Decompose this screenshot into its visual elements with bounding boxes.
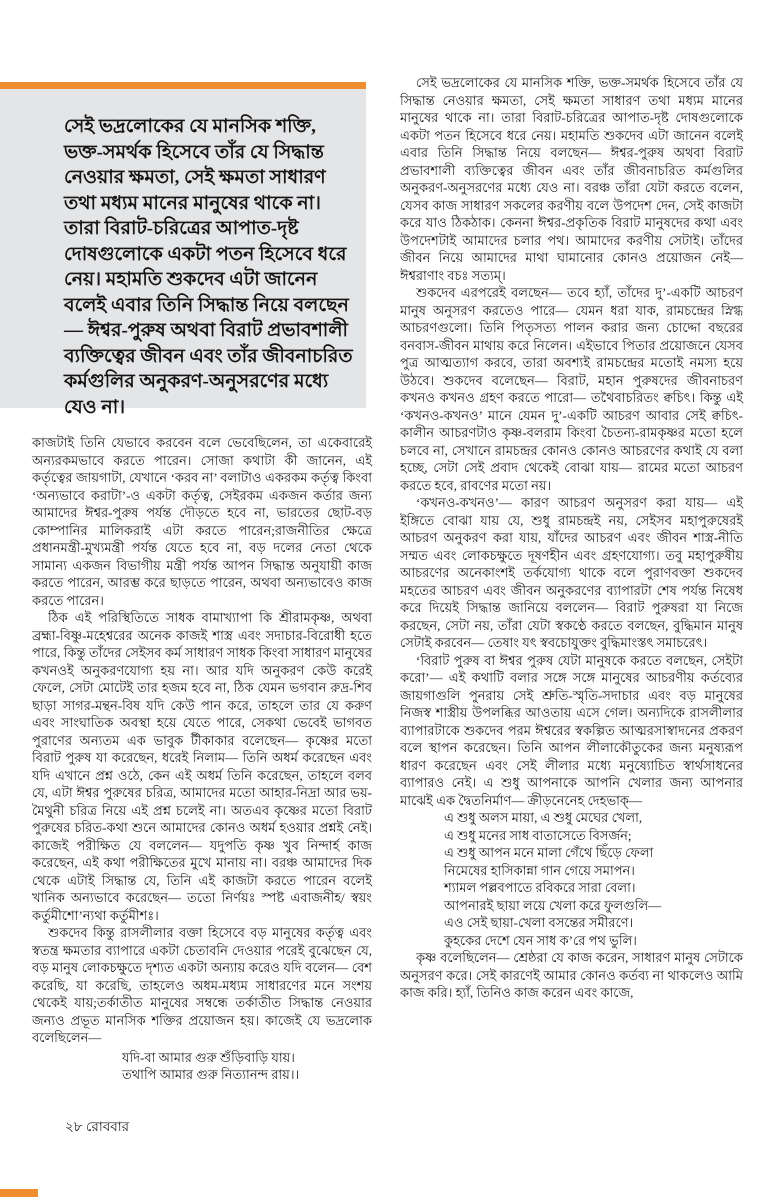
- bottom-accent-bar: [0, 1189, 38, 1197]
- body-paragraph: কাজটাই তিনি যেভাবে করবেন বলে ভেবেছিলেন, তা একেবারেই অন্যরকমভাবে করতে পারেন। সোজা কথাটা কী জানেন, এই কর্তৃত্বের জায়গাটা, যেখানে ‘করব না’ বলাটাও একরকম কর্তৃত্ব কিংবা ‘অন্যভাবে করাটা’-ও একটা কর্তৃত্ব, সেইরকম একজন কর্তার জন্য আমাদের ঈশ্বর-পুরুষ পর্যন্ত দৌড়তে হবে না, ভারতের ছোট-বড় কোম্পানির মালিকরাই এটা করতে পারেন;রাজনীতির ক্ষেত্রে প্রধানমন্ত্রী-মুখ্যমন্ত্রী পর্যন্ত যেতে হবে না, বড় দলের নেতা থেকে সামান্য একজন বিভাগীয় মন্ত্রী পর্যন্ত আপন সিদ্ধান্ত অনুযায়ী কাজ করতে পারেন, আরম্ভ করে ছাড়তে পারেন, অথবা অন্যভাবেও কাজ করতে পারেন।: [32, 435, 372, 608]
- page-footer: ২৮ রোববার: [65, 1119, 130, 1134]
- verse-block: [32, 1049, 372, 1084]
- poem-line: এও সেই ছায়া-খেলা বসন্তের সমীরণে।: [444, 915, 634, 930]
- poem-line: এ শুধু অলস মায়া, এ শুধু মেঘের খেলা,: [444, 810, 643, 825]
- poem-line: নিমেষের হাসিকান্না গান গেয়ে সমাপন।: [444, 862, 635, 878]
- poem-line: এ শুধু আপন মনে মালা গেঁথে ছিঁড়ে ফেলা: [444, 845, 654, 860]
- body-paragraph: ঠিক এই পরিস্থিতিতে সাধক বামাখ্যাপা কি শ্রীরামকৃষ্ণ, অথবা ব্রহ্মা-বিষ্ণু-মহেশ্বরের অনেক কাজই শাস্ত্র এবং সদাচার-বিরোধী হতে পারে, কিন্তু তাঁদের সেইসব কর্ম সাধারণ সাধক কিংবা সাধারণ মানুষের কখনওই অনুকরণযোগ্য হয় না। আর যদি অনুকরণ কেউ করেই ফেলে, সেটা মোটেই তার হজম হবে না, ঠিক যেমন ভগবান রুদ্র-শিব ছাড়া সাগর-মন্থন-বিষ যদি কেউ পান করে, তাহলে তার যে করুণ এবং সাংঘাতিক অবস্থা হয়ে যেতে পারে, সেকথা ভেবেই ভাগবত পুরাণের অন্যতম এক ভাবুক টীকাকার বলেছেন— কৃষ্ণের মতো বিরাট পুরুষ যা করেছেন, ধরেই নিলাম— তিনি অধর্ম করেছেন এবং যদি এখানে প্রশ্ন ওঠে, কেন এই অধর্ম তিনি করেছেন, তাহলে বলব যে, এটা ঈশ্বর পুরুষের চরিত্র, আমাদের মতো আহার-নিদ্রা আর ভয়-মৈথুনী চরিত্র নিয়ে এই প্রশ্ন চলেই না। অতএব কৃষ্ণের মতো বিরাট পুরুষের চরিত-কথা শুনে আমাদের কোনও অধর্ম হওয়ার প্রশ্নই নেই। কাজেই পরীক্ষিত যে বললেন— যদুপতি কৃষ্ণ খুব নিন্দার্হ কাজ করেছেন, এই কথা পরীক্ষিতের মুখে মানায় না। বরঞ্চ আমাদের দিক থেকে এটাই সিদ্ধান্ত যে, তিনি এই কাজটা করতে পারেন বলেই খানিক অন্যভাবে করেছেন— ততো নির্ণয়ঃ স্পষ্ট এবাজনীহ/ স্বয়ং কর্তুমীশো’ন্যথা কর্তুমীশঃ।: [32, 610, 372, 923]
- verse-line: যদি-বা আমার গুরু শুঁড়িবাড়ি যায়।: [122, 1049, 295, 1065]
- body-paragraph: ‘বিরাট পুরুষ বা ঈশ্বর পুরুষ যেটা মানুষকে করতে বলছেন, সেইটা করো’— এই কথাটি বলার সঙ্গে সঙ্গে মানুষের আচরণীয় কর্তব্যের জায়গাগুলি পুনরায় সেই শ্রুতি-স্মৃতি-সদাচার এবং বড় মানুষের নিজস্ব শাস্ত্রীয় উপলব্ধির আওতায় এসে গেল। অন্যদিকে রাসলীলার ব্যাপারটাকে শুকদেব পরম ঈশ্বরের স্বকল্পিত আত্মরসাস্বাদনের প্রকরণ বলে স্থাপন করেছেন। তিনি আপন লীলাকৌতুকের জন্য মনুষ্যরূপ ধারণ করেছেন এবং সেই লীলার মধ্যে মনুষ্যোচিত স্বার্থসাধনের ব্যাপারও নেই। এ শুধু আপনাকে আপনি খেলার জন্য আপনার মাঝেই এক দ্বৈতনির্মাণ— ক্রীড়নেনেহ দেহভাক্—: [400, 652, 743, 808]
- verse-line: তথাপি আমার গুরু নিত্যানন্দ রায়।।: [122, 1067, 300, 1082]
- right-column: [400, 74, 743, 1002]
- body-paragraph: শুকদেব এরপরেই বলছেন— তবে হ্যাঁ, তাঁদের দু’-একটি আচরণ মানুষ অনুসরণ করতেও পারে— যেমন ধরা যাক, রামচন্দ্রের স্নিগ্ধ আচরণগুলো। তিনি পিতৃসত্য পালন করার জন্য চোদ্দো বছরের বনবাস-জীবন মাথায় করে নিলেন। এইভাবে পিতার প্রয়োজনে যেসব পুত্র আত্মত্যাগ করবে, তারা অবশ্যই রামচন্দ্রের মতোই নমস্য হয়ে উঠবে। শুকদেব বলেছেন— বিরাট, মহান পুরুষদের জীবনাচরণ কখনও কখনও গ্রহণ করতে পারো— তথৈবাচরিতং ক্বচিৎ। কিন্তু এই ‘কখনও-কখনও’ মানে যেমন দু’-একটি আচরণ আবার সেই ক্বচিৎ-কালীন আচরণটাও কৃষ্ণ-বলরাম কিংবা চৈতন্য-রামকৃষ্ণর মতো হলে চলবে না, সেখানে রামচন্দ্রর কোনও কোনও আচরণের কথাই যে বলা হচ্ছে, সেটা সেই প্রবাদ থেকেই বোঝা যায়— রামের মতো আচরণ করতে হবে, রাবণের মতো নয়।: [400, 285, 743, 493]
- pull-quote-text: সেই ভদ্রলোকের যে মানসিক শক্তি, ভক্ত-সমর্থক হিসেবে তাঁর যে সিদ্ধান্ত নেওয়ার ক্ষমতা, সেই ক্ষমতা সাধারণ তথা মধ্যম মানের মানুষের থাকে না। তারা বিরাট-চরিত্রের আপাত-দৃষ্ট দোষগুলোকে একটা পতন হিসেবে ধরে নেয়। মহামতি শুকদেব এটা জানেন বলেই এবার তিনি সিদ্ধান্ত নিয়ে বলছেন— ঈশ্বর-পুরুষ অথবা বিরাট প্রভাবশালী ব্যক্তিত্বের জীবন এবং তাঁর জীবনাচরিত কর্মগুলির অনুকরণ-অনুসরণের মধ্যে যেও না।: [64, 116, 353, 418]
- poem-line: আপনারই ছায়া লয়ে খেলা করে ফুলগুলি—: [444, 897, 662, 913]
- top-accent-bar: [0, 82, 366, 89]
- body-paragraph: কৃষ্ণ বলেছিলেন— শ্রেষ্ঠরা যে কাজ করেন, সাধারণ মানুষ সেটাকে অনুসরণ করে। সেই কারণেই আমার কোনও কর্তব্য না থাকলেও আমি কাজ করি। হ্যাঁ, তিনিও কাজ করেন এবং কাজে,: [400, 950, 743, 1000]
- body-paragraph: শুকদেব কিন্তু রাসলীলার বক্তা হিসেবে বড় মানুষের কর্তৃত্ব এবং স্বতন্ত্র ক্ষমতার ব্যাপারে একটা চেতাবনি দেওয়ার পরেই বুঝেছেন যে, বড় মানুষ লোকচক্ষুতে দৃশ্যত একটা অন্যায় করেও যদি বলেন— বেশ করেছি, যা করেছি, তাহলেও অধম-মধ্যম সাধারণের মনে সংশয় থেকেই যায়;তর্কাতীত মানুষের সম্বন্ধে তর্কাতীত সিদ্ধান্ত নেওয়ার জন্যও প্রভূত মানসিক শক্তির প্রয়োজন হয়। কাজেই যে ভদ্রলোক বলেছিলেন—: [32, 925, 372, 1045]
- body-paragraph: সেই ভদ্রলোকের যে মানসিক শক্তি, ভক্ত-সমর্থক হিসেবে তাঁর যে সিদ্ধান্ত নেওয়ার ক্ষমতা, সেই ক্ষমতা সাধারণ তথা মধ্যম মানের মানুষের থাকে না। তারা বিরাট-চরিত্রের আপাত-দৃষ্ট দোষগুলোকে একটা পতন হিসেবে ধরে নেয়। মহামতি শুকদেব এটা জানেন বলেই এবার তিনি সিদ্ধান্ত নিয়ে বলছেন— ঈশ্বর-পুরুষ অথবা বিরাট প্রভাবশালী ব্যক্তিত্বের জীবন এবং তাঁর জীবনাচরিত কর্মগুলির অনুকরণ-অনুসরণের মধ্যে যেও না। বরঞ্চ তাঁরা যেটা করতে বলেন, যেসব কাজ সাধারণ সকলের করণীয় বলে উপদেশ দেন, সেই কাজটা করে যাও ঠিকঠাক। কেননা ঈশ্বর-প্রকৃতিক বিরাট মানুষদের কথা এবং উপদেশটাই আমাদের চলার পথ। আমাদের করণীয় সেটাই। তাঁদের জীবন নিয়ে আমাদের মাথা ঘামানোর কোনও প্রয়োজন নেই— ঈশ্বরাণাং বচঃ সত্যম্।: [400, 75, 743, 283]
- body-paragraph: ‘কখনও-কখনও’— কারণ আচরণ অনুসরণ করা যায়— এই ইঙ্গিতে বোঝা যায় যে, শুধু রামচন্দ্রই নয়, সেইসব মহাপুরুষেরই আচরণ অনুকরণ করা যায়, যাঁদের আচরণ এবং জীবন শাস্ত্র-নীতি সম্মত এবং লোকচক্ষুতে দূষণহীন এবং গ্রহণযোগ্য। তবু মহাপুরুষীয় আচরণের অনেকাংশই তর্কযোগ্য থাকে বলে পুরাণবক্তা শুকদেব মহতের আচরণ এবং জীবন অনুকরণের ব্যাপারটা শেষ পর্যন্ত নিষেধ করে দিয়েই সিদ্ধান্ত জানিয়ে বললেন— বিরাট পুরুষরা যা নিজে করছেন, সেটা নয়, তাঁরা যেটা স্বকণ্ঠে করতে বলছেন, বুদ্ধিমান মানুষ সেটাই করবেন— তেষাং যৎ স্ববচোযুক্তং বুদ্ধিমাংস্তৎ সমাচরেৎ।: [400, 495, 743, 650]
- poem-line: শ্যামল পল্লবপাতে রবিকরে সারা বেলা।: [444, 880, 636, 895]
- left-column: [32, 434, 372, 1084]
- pull-quote-box: [0, 89, 366, 418]
- poem-line: এ শুধু মনের সাধ বাতাসেতে বিসর্জন;: [444, 827, 632, 843]
- poem-line: কুহকের দেশে যেন সাধ ক’রে পথ ভুলি।: [444, 932, 637, 948]
- poem-block: [400, 809, 743, 949]
